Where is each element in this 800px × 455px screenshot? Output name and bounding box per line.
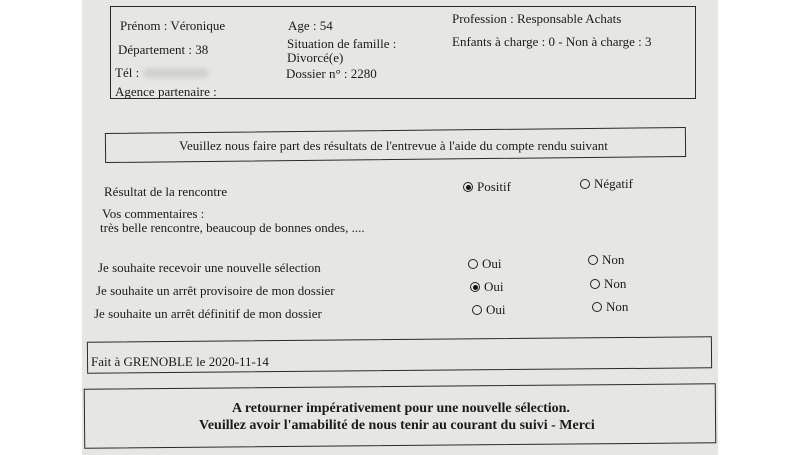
dossier-field: Dossier n° : 2280 <box>286 66 377 81</box>
situation-label: Situation de famille : <box>287 36 397 51</box>
footer-line-2: Veuillez avoir l'amabilité de nous tenir au courant du suivi - Merci <box>199 418 595 433</box>
question-definitive-stop-no[interactable]: Non <box>592 299 628 315</box>
prenom-field: Prénom : Véronique <box>120 18 226 33</box>
radio-unchecked-icon[interactable] <box>590 279 600 289</box>
instructions-text: Veuillez nous faire part des résultats de l'entrevue à l'aide du compte rendu suivant <box>179 138 608 153</box>
question-new-selection: Je souhaite recevoir une nouvelle sélection <box>98 260 321 275</box>
comments-text: très belle rencontre, beaucoup de bonnes ondes, .... <box>100 220 365 235</box>
radio-unchecked-icon[interactable] <box>588 255 598 265</box>
comments-label: Vos commentaires : <box>102 206 205 221</box>
result-negative-option[interactable]: Négatif <box>580 176 633 192</box>
question-provisional-stop-yes[interactable]: Oui <box>470 279 504 295</box>
situation-value: Divorcé(e) <box>287 50 344 65</box>
redacted-phone <box>143 68 209 78</box>
profession-field: Profession : Responsable Achats <box>452 11 622 26</box>
departement-field: Département : 38 <box>118 42 209 57</box>
signature-text: Fait à GRENOBLE le 2020-11-14 <box>91 354 269 369</box>
question-definitive-stop-yes[interactable]: Oui <box>472 302 506 318</box>
age-field: Age : 54 <box>288 18 333 33</box>
question-new-selection-no[interactable]: Non <box>588 252 624 268</box>
question-definitive-stop: Je souhaite un arrêt définitif de mon dossier <box>94 306 322 321</box>
radio-unchecked-icon[interactable] <box>580 179 590 189</box>
radio-checked-icon[interactable] <box>470 282 480 292</box>
result-label: Résultat de la rencontre <box>104 184 228 199</box>
question-new-selection-yes[interactable]: Oui <box>468 256 502 272</box>
radio-unchecked-icon[interactable] <box>592 302 602 312</box>
radio-unchecked-icon[interactable] <box>468 259 478 269</box>
form-sheet <box>82 0 718 455</box>
agence-field: Agence partenaire : <box>115 84 217 99</box>
footer-line-1: A retourner impérativement pour une nouvelle sélection. <box>232 401 570 416</box>
radio-unchecked-icon[interactable] <box>472 305 482 315</box>
tel-field <box>115 66 209 81</box>
result-positive-option[interactable]: Positif <box>463 179 511 195</box>
radio-checked-icon[interactable] <box>463 182 473 192</box>
question-provisional-stop-no[interactable]: Non <box>590 276 626 292</box>
enfants-field: Enfants à charge : 0 - Non à charge : 3 <box>452 34 652 49</box>
question-provisional-stop: Je souhaite un arrêt provisoire de mon dossier <box>96 283 335 298</box>
tel-label: Tél : <box>115 65 140 80</box>
